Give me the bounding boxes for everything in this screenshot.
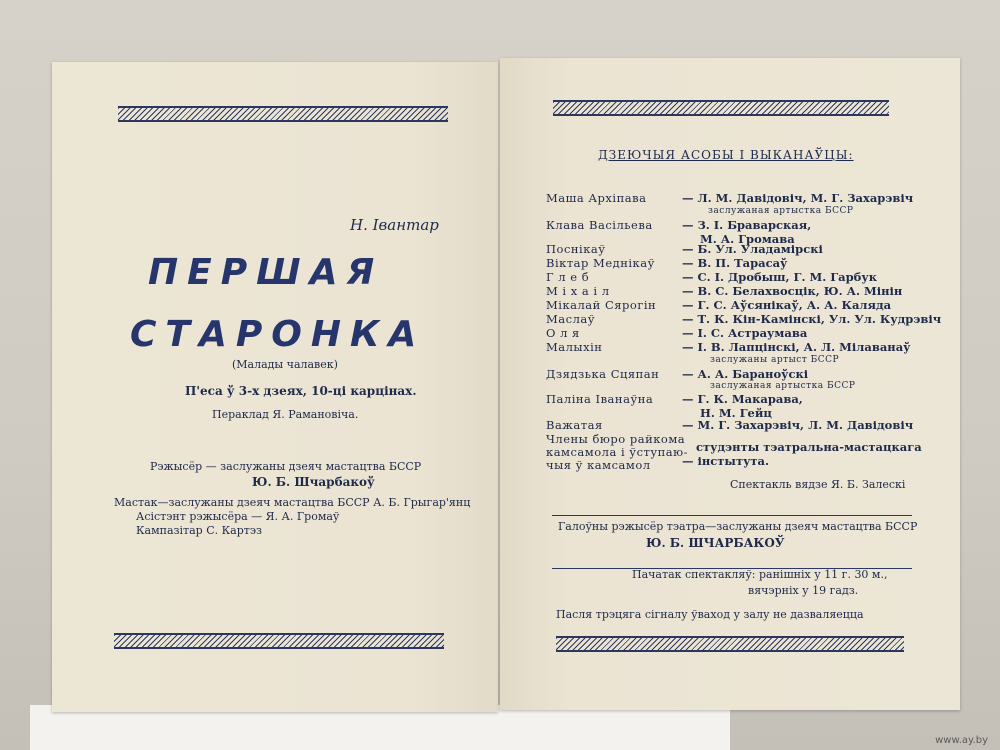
members-role-line: чыя ў камсамол (546, 458, 651, 472)
start-times-line-2: вячэрніх у 19 гадз. (748, 584, 859, 597)
cast-note: заслужаны артыст БССР (710, 355, 840, 365)
cast-role: Важатая (546, 418, 603, 432)
chief-director-name: Ю. Б. ШЧАРБАКОЎ (646, 536, 785, 550)
entry-notice: Пасля трэцяга сігналу ўваход у залу не дазваляецца (556, 608, 864, 621)
bottom-ornament-band (114, 633, 444, 649)
cast-actor-second: М. А. Громава (700, 232, 795, 246)
cast-role: М і х а і л (546, 284, 610, 298)
cast-role: Маша Архіпава (546, 191, 647, 205)
genre-line: П'еса ў 3-х дзеях, 10-ці карцінах. (185, 384, 417, 398)
members-actor-line-2: — інстытута. (682, 454, 770, 468)
cast-actor: — С. І. Дробыш, Г. М. Гарбук (682, 270, 878, 284)
cast-role: Маслаў (546, 312, 595, 326)
cast-note: заслужаная артыстка БССР (708, 206, 854, 216)
cast-actor: — В. П. Тарасаў (682, 256, 788, 270)
cast-heading: ДЗЕЮЧЫЯ АСОБЫ І ВЫКАНАЎЦЫ: (598, 148, 854, 162)
title-line-1: ПЕРШАЯ (148, 252, 384, 293)
members-role-line: Члены бюро райкома (546, 432, 686, 446)
cast-role: Дзядзька Сцяпан (546, 367, 660, 381)
staged-by: Спектакль вядзе Я. Б. Залескі (730, 478, 906, 491)
cast-role: Мікалай Сярогін (546, 298, 657, 312)
program-left-page (52, 62, 498, 712)
start-times-line-1: Пачатак спектакляў: ранішніх у 11 г. 30 м., (632, 568, 888, 581)
cast-actor-second: Н. М. Гейц (700, 406, 772, 420)
cast-actor: — А. А. Бараноўскі (682, 367, 809, 381)
members-actor-line-1: студэнты тэатральна-мастацкага (696, 440, 922, 454)
cast-role: Клава Васільева (546, 218, 653, 232)
cast-note: заслужаная артыстка БССР (710, 381, 856, 391)
title-line-2: СТАРОНКА (130, 314, 426, 355)
cast-actor: — Г. К. Макарава, (682, 392, 803, 406)
top-ornament-band (118, 106, 448, 122)
cast-actor: — І. С. Астраумава (682, 326, 808, 340)
cast-actor: — М. Г. Захарэвіч, Л. М. Давідовіч (682, 418, 914, 432)
chief-director-title: Галоўны рэжысёр тэатра—заслужаны дзеяч мастацтва БССР (558, 520, 918, 533)
cast-role: Г л е б (546, 270, 590, 284)
cast-role: О л я (546, 326, 580, 340)
cast-role: Віктар Меднікаў (546, 256, 655, 270)
bottom-ornament-band (556, 636, 904, 652)
translation-credit: Пераклад Я. Рамановіча. (212, 408, 359, 421)
composer-credit: Кампазітар С. Картэз (136, 524, 262, 537)
cast-actor: — Г. С. Аўсянікаў, А. А. Каляда (682, 298, 892, 312)
subtitle: (Малады чалавек) (232, 358, 338, 371)
director-name: Ю. Б. Шчарбакоў (252, 475, 375, 489)
cast-actor: — Л. М. Давідовіч, М. Г. Захарэвіч (682, 191, 914, 205)
program-right-page (500, 58, 960, 710)
cast-actor: — Б. Ул. Уладамірскі (682, 242, 823, 256)
cast-role: Паліна Іванаўна (546, 392, 654, 406)
site-watermark: www.ay.by (935, 735, 988, 746)
cast-actor: — В. С. Белахвосцік, Ю. А. Мінін (682, 284, 903, 298)
assistant-credit: Асістэнт рэжысёра — Я. А. Громаў (136, 510, 340, 523)
author-name: Н. Івантар (350, 216, 439, 234)
cast-role: Малыхін (546, 340, 603, 354)
members-role-line: камсамола і ўступаю- (546, 445, 689, 459)
cast-actor: — Т. К. Кін-Камінскі, Ул. Ул. Кудрэвіч (682, 312, 942, 326)
cast-role: Поснікаў (546, 242, 606, 256)
cast-actor: — І. В. Лапцінскі, А. Л. Мілаванаў (682, 340, 911, 354)
top-ornament-band (553, 100, 889, 116)
cast-actor: — З. І. Браварская, (682, 218, 812, 232)
artist-credit: Мастак—заслужаны дзеяч мастацтва БССР А. Б. Грыгар'янц (114, 496, 471, 509)
director-title: Рэжысёр — заслужаны дзеяч мастацтва БССР (150, 460, 422, 473)
